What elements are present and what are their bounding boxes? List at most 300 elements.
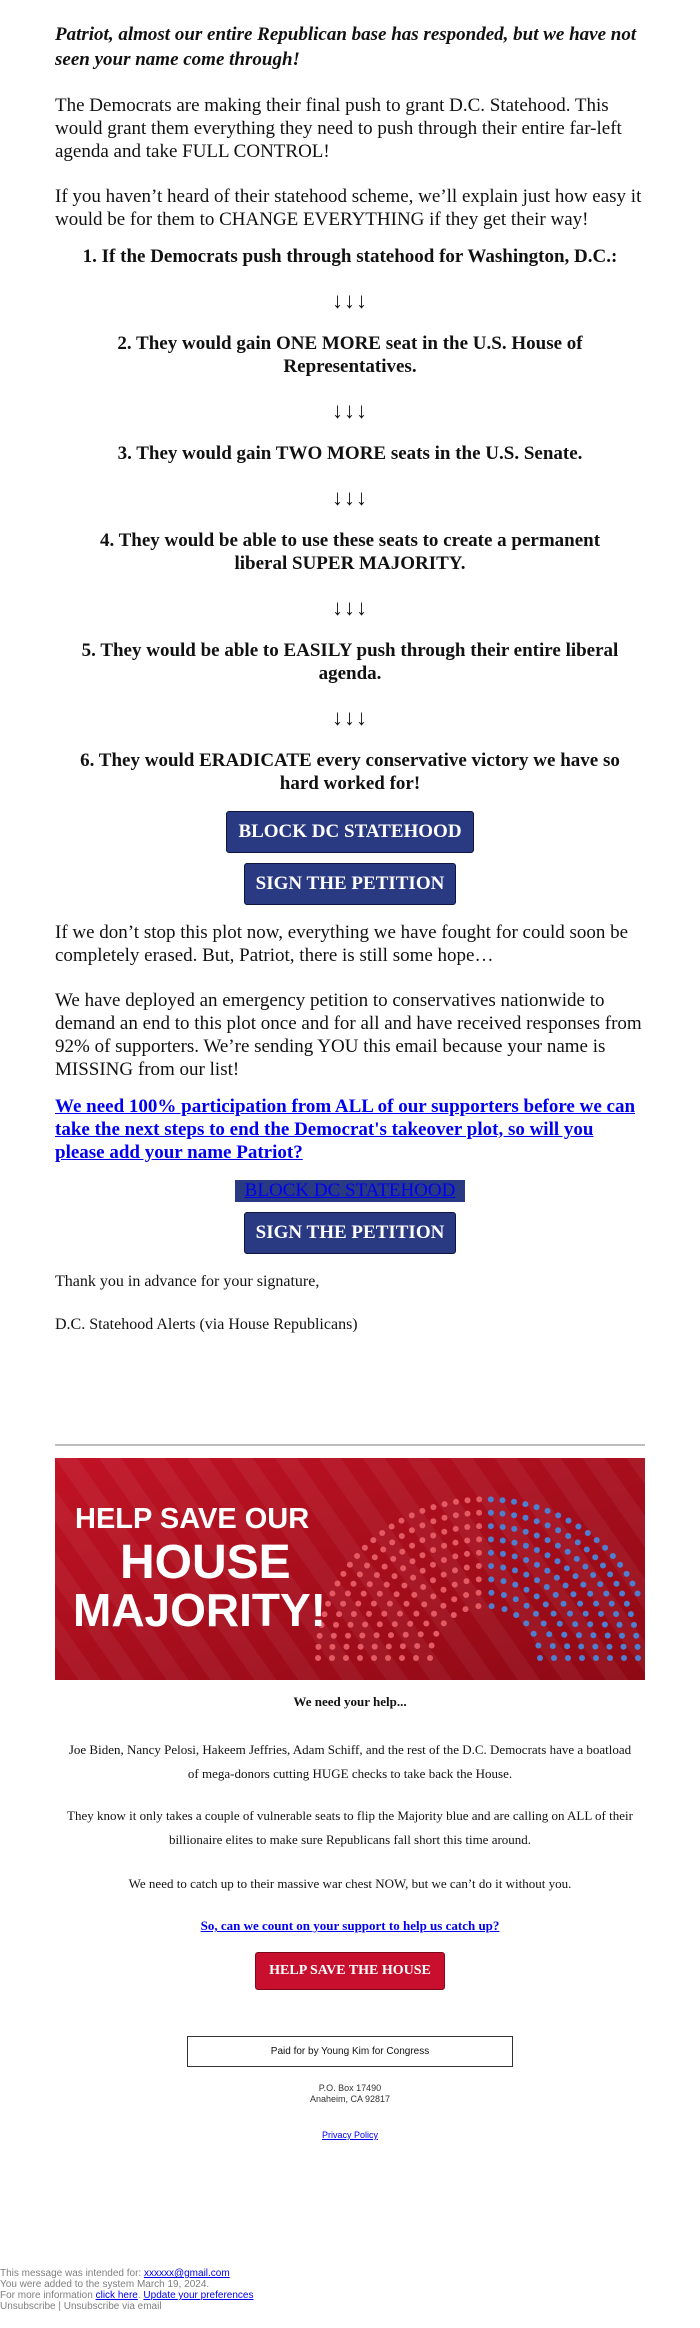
block-dc-statehood-link[interactable]: BLOCK DC STATEHOOD — [235, 1180, 466, 1202]
seat-dot — [602, 1622, 608, 1628]
step-5: 5. They would be able to EASILY push through their entire liberal agenda. — [81, 640, 619, 684]
seat-dot — [465, 1511, 471, 1517]
seat-dot — [364, 1563, 370, 1569]
seat-dot — [580, 1582, 586, 1588]
seat-dot — [563, 1583, 569, 1589]
seat-dot — [463, 1592, 469, 1598]
seat-dot — [345, 1633, 351, 1639]
seat-dot — [452, 1582, 458, 1588]
body-paragraph-3: If we don’t stop this plot now, everything we have fought for could soon be completely erased. But, Patriot, there is still some hope… — [55, 922, 629, 966]
email-footer — [0, 2268, 253, 2312]
added-date-line: You were added to the system March 19, 2024. — [0, 2279, 210, 2290]
seat-dot — [535, 1643, 541, 1649]
seat-dot — [464, 1551, 470, 1557]
seat-dot — [590, 1572, 596, 1578]
seat-dot — [522, 1501, 528, 1507]
appeal-heading: We need your help... — [293, 1694, 407, 1709]
seat-dot — [488, 1510, 494, 1516]
seat-dot — [420, 1552, 426, 1558]
seat-dot — [358, 1644, 364, 1650]
seat-dot — [464, 1524, 470, 1530]
seat-dot — [488, 1576, 494, 1582]
step-2: 2. They would gain ONE MORE seat in the U.S. House of Representatives. — [117, 333, 583, 377]
seat-dot — [464, 1578, 470, 1584]
seat-dot — [537, 1655, 543, 1661]
seat-dot — [399, 1533, 405, 1539]
seat-dot — [619, 1591, 625, 1597]
intro-paragraph-1: The Democrats are making their final push to grant D.C. Statehood. This would grant them everything they need to push through their entire far-left agenda and take FULL CONTROL! — [55, 95, 622, 162]
down-arrows-icon: ↓↓↓ — [332, 398, 368, 423]
seat-dot — [533, 1611, 539, 1617]
down-arrows-icon: ↓↓↓ — [332, 595, 368, 620]
seat-dot — [476, 1496, 482, 1502]
seat-dot — [513, 1612, 519, 1618]
sign-petition-button[interactable]: SIGN THE PETITION — [244, 863, 457, 905]
seat-dot — [336, 1611, 342, 1617]
seat-dot — [430, 1547, 436, 1553]
seat-dot — [420, 1584, 426, 1590]
seat-dot — [431, 1611, 437, 1617]
seat-dot — [621, 1644, 627, 1650]
seat-dot — [523, 1557, 529, 1563]
seat-dot — [512, 1567, 518, 1573]
seat-dot — [357, 1571, 363, 1577]
seat-dot — [452, 1567, 458, 1573]
seat-dot — [348, 1622, 354, 1628]
seat-dot — [561, 1601, 567, 1607]
seat-dot — [594, 1537, 600, 1543]
seat-dot — [355, 1601, 361, 1607]
seat-dot — [377, 1621, 383, 1627]
thanks-text: Thank you in advance for your signature, — [55, 1273, 320, 1290]
seat-dot — [381, 1611, 387, 1617]
seat-dot — [453, 1526, 459, 1532]
seat-dot — [440, 1603, 446, 1609]
seat-dot — [401, 1583, 407, 1589]
cta-buttons-top — [55, 811, 645, 853]
seat-dot — [333, 1622, 339, 1628]
step-3: 3. They would gain TWO MORE seats in the U.S. Senate. — [117, 443, 583, 464]
seat-dot — [387, 1601, 393, 1607]
seat-dot — [555, 1543, 561, 1549]
seat-dot — [429, 1643, 435, 1649]
appeal-question-link[interactable] — [55, 1918, 645, 1934]
seat-dot — [590, 1632, 596, 1638]
seat-dot — [441, 1620, 447, 1626]
seat-dot — [453, 1540, 459, 1546]
seat-dot — [564, 1643, 570, 1649]
seat-dot — [544, 1584, 550, 1590]
seat-dot — [570, 1591, 576, 1597]
seat-dot — [315, 1644, 321, 1650]
seat-dot — [511, 1499, 517, 1505]
seat-dot — [545, 1508, 551, 1514]
seat-dot — [329, 1655, 335, 1661]
seat-dot — [385, 1655, 391, 1661]
seat-dot — [523, 1515, 529, 1521]
seat-dot — [488, 1563, 494, 1569]
email-body — [55, 0, 645, 2140]
intro-paragraph-2: If you haven’t heard of their statehood scheme, we’ll explain just how easy it would be for them to CHANGE EVERYTHING if they get their way! — [55, 186, 642, 230]
seat-dot — [430, 1518, 436, 1524]
seat-dot — [464, 1538, 470, 1544]
seat-dot — [534, 1562, 540, 1568]
seat-dot — [441, 1529, 447, 1535]
seat-dot — [354, 1553, 360, 1559]
cta-buttons-bottom — [55, 1180, 645, 1202]
seat-dot — [367, 1581, 373, 1587]
seat-dot — [441, 1572, 447, 1578]
petition-cta-link[interactable] — [55, 1095, 645, 1164]
seat-dot — [523, 1620, 529, 1626]
seat-dot — [488, 1590, 494, 1596]
seat-dot — [407, 1621, 413, 1627]
seat-dot — [489, 1603, 495, 1609]
seat-dot — [451, 1596, 457, 1602]
seat-dot — [442, 1501, 448, 1507]
appeal-paragraph-1: Joe Biden, Nancy Pelosi, Hakeem Jeffries, Adam Schiff, and the rest of the D.C. Democrats have a boatload of mega-donors cutting HUGE checks to take back the House. — [68, 1742, 632, 1781]
seat-dot — [592, 1644, 598, 1650]
seat-dot — [419, 1508, 425, 1514]
seat-dot — [500, 1524, 506, 1530]
seat-dot — [621, 1655, 627, 1661]
seat-dot — [534, 1577, 540, 1583]
seat-dot — [371, 1601, 377, 1607]
seat-dot — [603, 1591, 609, 1597]
seat-dot — [380, 1547, 386, 1553]
seat-dot — [382, 1564, 388, 1570]
seat-dot — [534, 1504, 540, 1510]
seat-dot — [624, 1601, 630, 1607]
seat-dot — [555, 1512, 561, 1518]
seat-dot — [404, 1601, 410, 1607]
seat-dot — [476, 1523, 482, 1529]
seat-dot — [488, 1536, 494, 1542]
seat-dot — [545, 1552, 551, 1558]
seat-dot — [362, 1545, 368, 1551]
seat-dot — [614, 1581, 620, 1587]
seat-dot — [617, 1562, 623, 1568]
seat-dot — [574, 1556, 580, 1562]
seat-dot — [399, 1518, 405, 1524]
privacy-row — [55, 2130, 645, 2140]
help-save-house-banner[interactable] — [55, 1458, 645, 1680]
privacy-policy-link[interactable]: Privacy Policy — [321, 2130, 378, 2140]
seat-dot — [397, 1611, 403, 1617]
seat-dot — [388, 1632, 394, 1638]
seat-dot — [419, 1537, 425, 1543]
seat-dot — [488, 1550, 494, 1556]
address-line-2: Anaheim, CA 92817 — [309, 2094, 391, 2104]
seat-dot — [550, 1643, 556, 1649]
seat-dot — [624, 1571, 630, 1577]
seat-dot — [403, 1632, 409, 1638]
seat-dot — [464, 1565, 470, 1571]
banner-line-3: MAJORITY! — [73, 1584, 326, 1636]
seat-dot — [475, 1603, 481, 1609]
seat-dot — [451, 1612, 457, 1618]
seat-dot — [575, 1524, 581, 1530]
seat-dot — [633, 1633, 639, 1639]
sign-petition-button-2[interactable]: SIGN THE PETITION — [244, 1212, 457, 1254]
seat-dot — [610, 1553, 616, 1559]
seat-dot — [476, 1590, 482, 1596]
seat-dot — [577, 1601, 583, 1607]
seat-dot — [587, 1591, 593, 1597]
seat-dot — [557, 1621, 563, 1627]
seat-dot — [335, 1581, 341, 1587]
seat-dot — [582, 1564, 588, 1570]
seat-dot — [531, 1631, 537, 1637]
seat-dot — [609, 1601, 615, 1607]
seat-dot — [399, 1549, 405, 1555]
seat-dot — [370, 1537, 376, 1543]
seat-dot — [430, 1562, 436, 1568]
seat-dot — [433, 1631, 439, 1637]
petition-cta-anchor[interactable]: We need 100% participation from ALL of our supporters before we can take the next steps to end the Democrat's takeover plot, so will you please add your name Patriot? — [55, 1096, 636, 1163]
seat-dot — [427, 1655, 433, 1661]
seat-dot — [357, 1655, 363, 1661]
seat-dot — [524, 1587, 530, 1593]
seat-dot — [613, 1611, 619, 1617]
seat-dot — [501, 1578, 507, 1584]
seat-dot — [631, 1622, 637, 1628]
seat-dot — [512, 1540, 518, 1546]
seat-dot — [452, 1553, 458, 1559]
help-save-row — [55, 1952, 645, 1990]
seat-dot — [463, 1606, 469, 1612]
seat-dot — [555, 1558, 561, 1564]
seat-dot — [374, 1632, 380, 1638]
seat-dot — [414, 1643, 420, 1649]
seat-dot — [600, 1563, 606, 1569]
seat-dot — [359, 1633, 365, 1639]
step-6: 6. They would ERADICATE every conservative victory we have so hard worked for! — [80, 750, 620, 794]
info-prefix: For more information — [0, 2290, 96, 2301]
seat-dot — [362, 1622, 368, 1628]
unsubscribe-line[interactable]: Unsubscribe | Unsubscribe via email — [0, 2301, 162, 2312]
seat-dot — [524, 1603, 530, 1609]
seat-dot — [501, 1592, 507, 1598]
sign-row-bottom — [55, 1212, 645, 1254]
seat-dot — [453, 1512, 459, 1518]
seat-dot — [605, 1633, 611, 1639]
seat-dot — [409, 1543, 415, 1549]
seat-dot — [553, 1592, 559, 1598]
seat-dot — [340, 1601, 346, 1607]
seat-dot — [543, 1601, 549, 1607]
seat-dot — [329, 1644, 335, 1650]
seat-dot — [325, 1601, 331, 1607]
banner-line-2: HOUSE — [120, 1536, 291, 1589]
body-paragraph-4: We have deployed an emergency petition to conservatives nationwide to demand an end to this plot once and for all and have received responses from 92% of supporters. We’re sending YOU this email because your name is MISSING from our list! — [55, 990, 642, 1080]
seat-dot — [545, 1537, 551, 1543]
seat-dot — [607, 1571, 613, 1577]
seat-dot — [635, 1644, 641, 1650]
recipient-email-link[interactable]: xxxxxx@gmail.com — [143, 2268, 230, 2279]
seat-dot — [410, 1575, 416, 1581]
seat-dot — [546, 1631, 552, 1637]
seat-dot — [421, 1601, 427, 1607]
seat-dot — [617, 1622, 623, 1628]
seat-dot — [374, 1572, 380, 1578]
seat-dot — [399, 1655, 405, 1661]
seat-dot — [523, 1543, 529, 1549]
seat-dot — [551, 1655, 557, 1661]
seat-dot — [500, 1538, 506, 1544]
seat-dot — [430, 1577, 436, 1583]
seat-dot — [566, 1518, 572, 1524]
seat-dot — [554, 1575, 560, 1581]
seat-dot — [315, 1655, 321, 1661]
banner-line-1: HELP SAVE OUR — [75, 1503, 310, 1535]
seat-dot — [351, 1611, 357, 1617]
seat-dot — [392, 1621, 398, 1627]
seat-dot — [511, 1526, 517, 1532]
seat-dot — [541, 1621, 547, 1627]
help-save-house-button[interactable]: HELP SAVE THE HOUSE — [255, 1952, 445, 1990]
seat-dot — [567, 1611, 573, 1617]
seat-dot — [534, 1593, 540, 1599]
paid-for-box: Paid for by Young Kim for Congress — [187, 2036, 513, 2067]
seat-dot — [572, 1621, 578, 1627]
seat-dot — [534, 1518, 540, 1524]
more-info-line: For more information click here. Update your preferences — [0, 2290, 254, 2301]
seat-dot — [384, 1582, 390, 1588]
seat-dot — [430, 1593, 436, 1599]
seat-dot — [512, 1582, 518, 1588]
seat-dot — [413, 1611, 419, 1617]
appeal-paragraph-3: We need to catch up to their massive war chest NOW, but we can’t do it without you. — [128, 1876, 572, 1891]
seat-dot — [575, 1539, 581, 1545]
seat-dot — [628, 1611, 634, 1617]
seat-dot — [441, 1557, 447, 1563]
seat-dot — [585, 1530, 591, 1536]
seat-dot — [551, 1611, 557, 1617]
seat-dot — [389, 1524, 395, 1530]
appeal-question-anchor[interactable]: So, can we count on your support to help us catch up? — [200, 1918, 500, 1933]
seat-dot — [606, 1644, 612, 1650]
down-arrows-icon: ↓↓↓ — [332, 705, 368, 730]
seat-dot — [392, 1573, 398, 1579]
address-line-1: P.O. Box 17490 — [318, 2083, 382, 2093]
seat-dot — [502, 1606, 508, 1612]
step-4: 4. They would be able to use these seats to create a permanent liberal SUPER MAJORITY. — [99, 530, 601, 574]
seat-dot — [619, 1633, 625, 1639]
seat-dot — [410, 1558, 416, 1564]
seat-dot — [413, 1655, 419, 1661]
seat-dot — [555, 1527, 561, 1533]
seat-dot — [476, 1536, 482, 1542]
seat-dot — [584, 1547, 590, 1553]
seat-dot — [500, 1497, 506, 1503]
seat-dot — [534, 1547, 540, 1553]
seat-dot — [565, 1549, 571, 1555]
seat-dot — [579, 1655, 585, 1661]
sign-row-top — [55, 863, 645, 905]
seat-dot — [635, 1655, 641, 1661]
seat-dot — [329, 1591, 335, 1597]
seat-dot — [465, 1497, 471, 1503]
seat-dot — [545, 1522, 551, 1528]
seat-dot — [592, 1554, 598, 1560]
seat-dot — [340, 1571, 346, 1577]
seat-dot — [597, 1581, 603, 1587]
seat-dot — [423, 1621, 429, 1627]
seat-dot — [418, 1631, 424, 1637]
seat-dot — [351, 1581, 357, 1587]
seat-dot — [420, 1568, 426, 1574]
seat-dot — [476, 1510, 482, 1516]
seat-dot — [635, 1591, 641, 1597]
intro-lead: Patriot, almost our entire Republican base has responded, but we have not seen your name come through! — [55, 24, 637, 70]
seat-dot — [390, 1556, 396, 1562]
seat-dot — [476, 1576, 482, 1582]
signoff-text: D.C. Statehood Alerts (via House Republicans) — [55, 1316, 358, 1333]
seat-dot — [366, 1611, 372, 1617]
seat-dot — [576, 1632, 582, 1638]
mailing-address — [55, 2083, 645, 2105]
seat-dot — [344, 1644, 350, 1650]
seat-dot — [430, 1533, 436, 1539]
seat-dot — [598, 1611, 604, 1617]
click-here-link[interactable]: click here — [95, 2290, 138, 2301]
seat-dot — [500, 1551, 506, 1557]
seat-dot — [500, 1511, 506, 1517]
seat-dot — [513, 1596, 519, 1602]
update-preferences-link[interactable]: Update your preferences — [143, 2290, 254, 2301]
seat-dot — [488, 1496, 494, 1502]
seat-dot — [409, 1512, 415, 1518]
seat-dot — [442, 1515, 448, 1521]
seat-dot — [345, 1591, 351, 1597]
seat-dot — [430, 1504, 436, 1510]
seat-dot — [523, 1572, 529, 1578]
step-1: 1. If the Democrats push through statehood for Washington, D.C.: — [82, 246, 618, 267]
seat-dot — [573, 1573, 579, 1579]
block-dc-statehood-button[interactable]: BLOCK DC STATEHOOD — [226, 811, 473, 853]
seat-dot — [565, 1533, 571, 1539]
seat-dot — [379, 1530, 385, 1536]
seat-dot — [630, 1581, 636, 1587]
seat-dot — [419, 1522, 425, 1528]
down-arrows-icon: ↓↓↓ — [332, 288, 368, 313]
seat-dot — [512, 1553, 518, 1559]
seat-dot — [347, 1562, 353, 1568]
seat-dot — [602, 1545, 608, 1551]
seat-dot — [400, 1565, 406, 1571]
seat-dot — [544, 1568, 550, 1574]
seat-dot — [511, 1512, 517, 1518]
seat-dot — [561, 1632, 567, 1638]
seat-dot — [453, 1499, 459, 1505]
seat-dot — [441, 1587, 447, 1593]
seat-dot — [593, 1601, 599, 1607]
seat-dot — [372, 1644, 378, 1650]
intended-prefix: This message was intended for: — [0, 2268, 144, 2279]
seat-dot — [400, 1643, 406, 1649]
seat-dot — [386, 1644, 392, 1650]
seat-dot — [476, 1563, 482, 1569]
seat-dot — [361, 1591, 367, 1597]
seat-dot — [607, 1655, 613, 1661]
seat-dot — [488, 1523, 494, 1529]
down-arrows-icon: ↓↓↓ — [332, 485, 368, 510]
seat-dot — [409, 1527, 415, 1533]
seat-dot — [372, 1554, 378, 1560]
seat-dot — [476, 1550, 482, 1556]
seat-dot — [523, 1529, 529, 1535]
